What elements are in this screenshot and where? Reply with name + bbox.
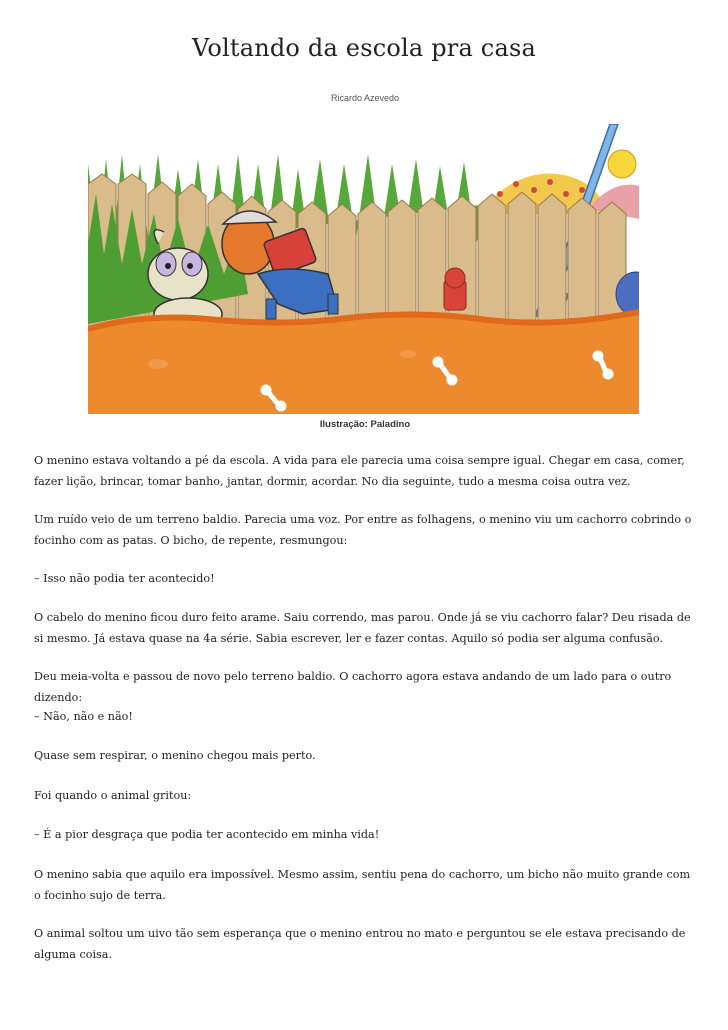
paragraph-9: – É a pior desgraça que podia ter acontecido em minha vida! bbox=[34, 828, 380, 841]
paragraph-3: – Isso não podia ter acontecido! bbox=[34, 572, 215, 585]
paragraph-10: O menino sabia que aquilo era impossível. Mesmo assim, sentiu pena do cachorro, um bicho não muito grande com o focinho sujo de terra. bbox=[34, 868, 691, 902]
paragraph-6: – Não, não e não! bbox=[34, 710, 133, 723]
paragraph-2: Um ruído veio de um terreno baldio. Parecia uma voz. Por entre as folhagens, o menino viu um cachorro cobrindo o focinho com as patas. O bicho, de repente, resmungou: bbox=[34, 513, 692, 547]
paragraph-1: O menino estava voltando a pé da escola. A vida para ele parecia uma coisa sempre igual. Chegar em casa, comer, fazer lição, brincar, tomar banho, jantar, dormir, acordar. No dia seguinte, tudo a mesma coisa outra vez. bbox=[34, 454, 685, 488]
story-illustration bbox=[88, 124, 639, 414]
author-name: Ricardo Azevedo bbox=[330, 93, 400, 103]
paragraph-8: Foi quando o animal gritou: bbox=[34, 789, 192, 802]
paragraph-5: Deu meia-volta e passou de novo pelo terreno baldio. O cachorro agora estava andando de um lado para o outro dizendo: bbox=[34, 670, 672, 704]
paragraph-11: O animal soltou um uivo tão sem esperança que o menino entrou no mato e perguntou se ele estava precisando de alguma coisa. bbox=[34, 927, 686, 961]
story-title: Voltando da escola pra casa bbox=[192, 34, 536, 62]
illustration-caption: Ilustração: Paladino bbox=[319, 419, 411, 430]
paragraph-4: O cabelo do menino ficou duro feito arame. Saiu correndo, mas parou. Onde já se viu cachorro falar? Deu risada de si mesmo. Já estava quase na 4a série. Sabia escrever, ler e fazer contas. Aquilo só podia ser alguma confusão. bbox=[34, 611, 691, 645]
paragraph-7: Quase sem respirar, o menino chegou mais perto. bbox=[34, 749, 316, 762]
